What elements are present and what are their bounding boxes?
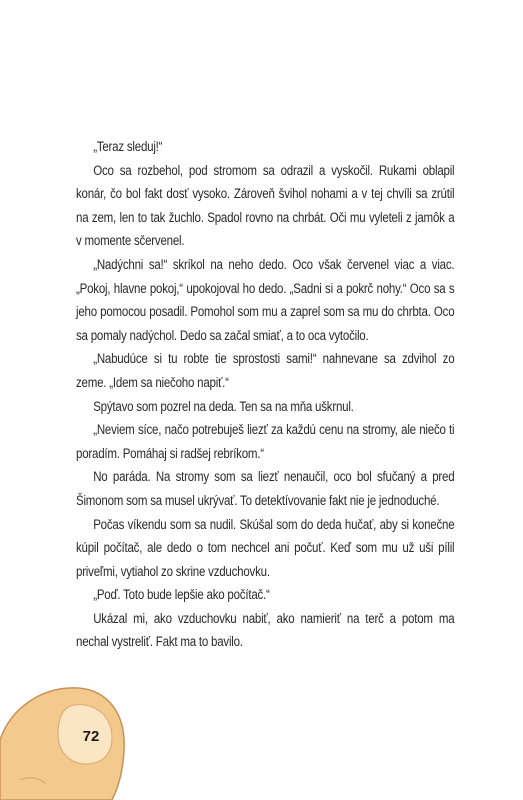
paragraph: No paráda. Na stromy som sa liezť nenaučil, oco bol sfučaný a pred Šimonom som sa musel ukrývať. To detektívovanie fakt nie je jednoduché. bbox=[76, 469, 455, 508]
paragraph: Spýtavo som pozrel na deda. Ten sa na mňa uškrnul. bbox=[93, 398, 354, 414]
page-body-text bbox=[76, 135, 455, 654]
paragraph: Počas víkendu som sa nudil. Skúšal som do deda hučať, aby si konečne kúpil počítač, ale dedo o tom nechcel ani počuť. Keď som mu už uši pílil priveľmi, vytiahol zo skrine vzduchovku. bbox=[76, 516, 455, 579]
paragraph: Ukázal mi, ako vzduchovku nabiť, ako namieriť na terč a potom ma nechal vystreliť. Fakt ma to bavilo. bbox=[76, 610, 455, 650]
paragraph: „Neviem síce, načo potrebuješ liezť za každú cenu na stromy, ale niečo ti poradím. Pomáhaj si radšej rebríkom.“ bbox=[76, 422, 455, 461]
paragraph: „Poď. Toto bude lepšie ako počítač.“ bbox=[93, 587, 270, 603]
paragraph: „Nadýchni sa!“ skríkol na neho dedo. Oco však červenel viac a viac. „Pokoj, hlavne pokoj,“ upokojoval ho dedo. „Sadni si a pokrč nohy.“ Oco sa s jeho pomocou posadil. Pomohol som mu a zaprel som sa mu do chrbta. Oco sa pomaly nadýchol. Dedo sa začal smiať, a to oca vytočilo. bbox=[76, 256, 455, 343]
paragraph: Oco sa rozbehol, pod stromom sa odrazil a vyskočil. Rukami oblapil konár, čo bol fakt dosť vysoko. Zároveň švihol nohami a v tej chvíli sa zrútil na zem, len to tak žuchlo. Spadol rovno na chrbát. Oči mu vyleteli z jamôk a v momente sčervenel. bbox=[76, 162, 455, 249]
page-number: 72 bbox=[82, 728, 100, 745]
thumb-illustration bbox=[0, 680, 140, 800]
paragraph: „Nabudúce si tu robte tie sprostosti sami!“ nahnevane sa zdvihol zo zeme. „Idem sa niečoho napiť.“ bbox=[76, 351, 455, 390]
paragraph: „Teraz sleduj!“ bbox=[93, 139, 163, 154]
